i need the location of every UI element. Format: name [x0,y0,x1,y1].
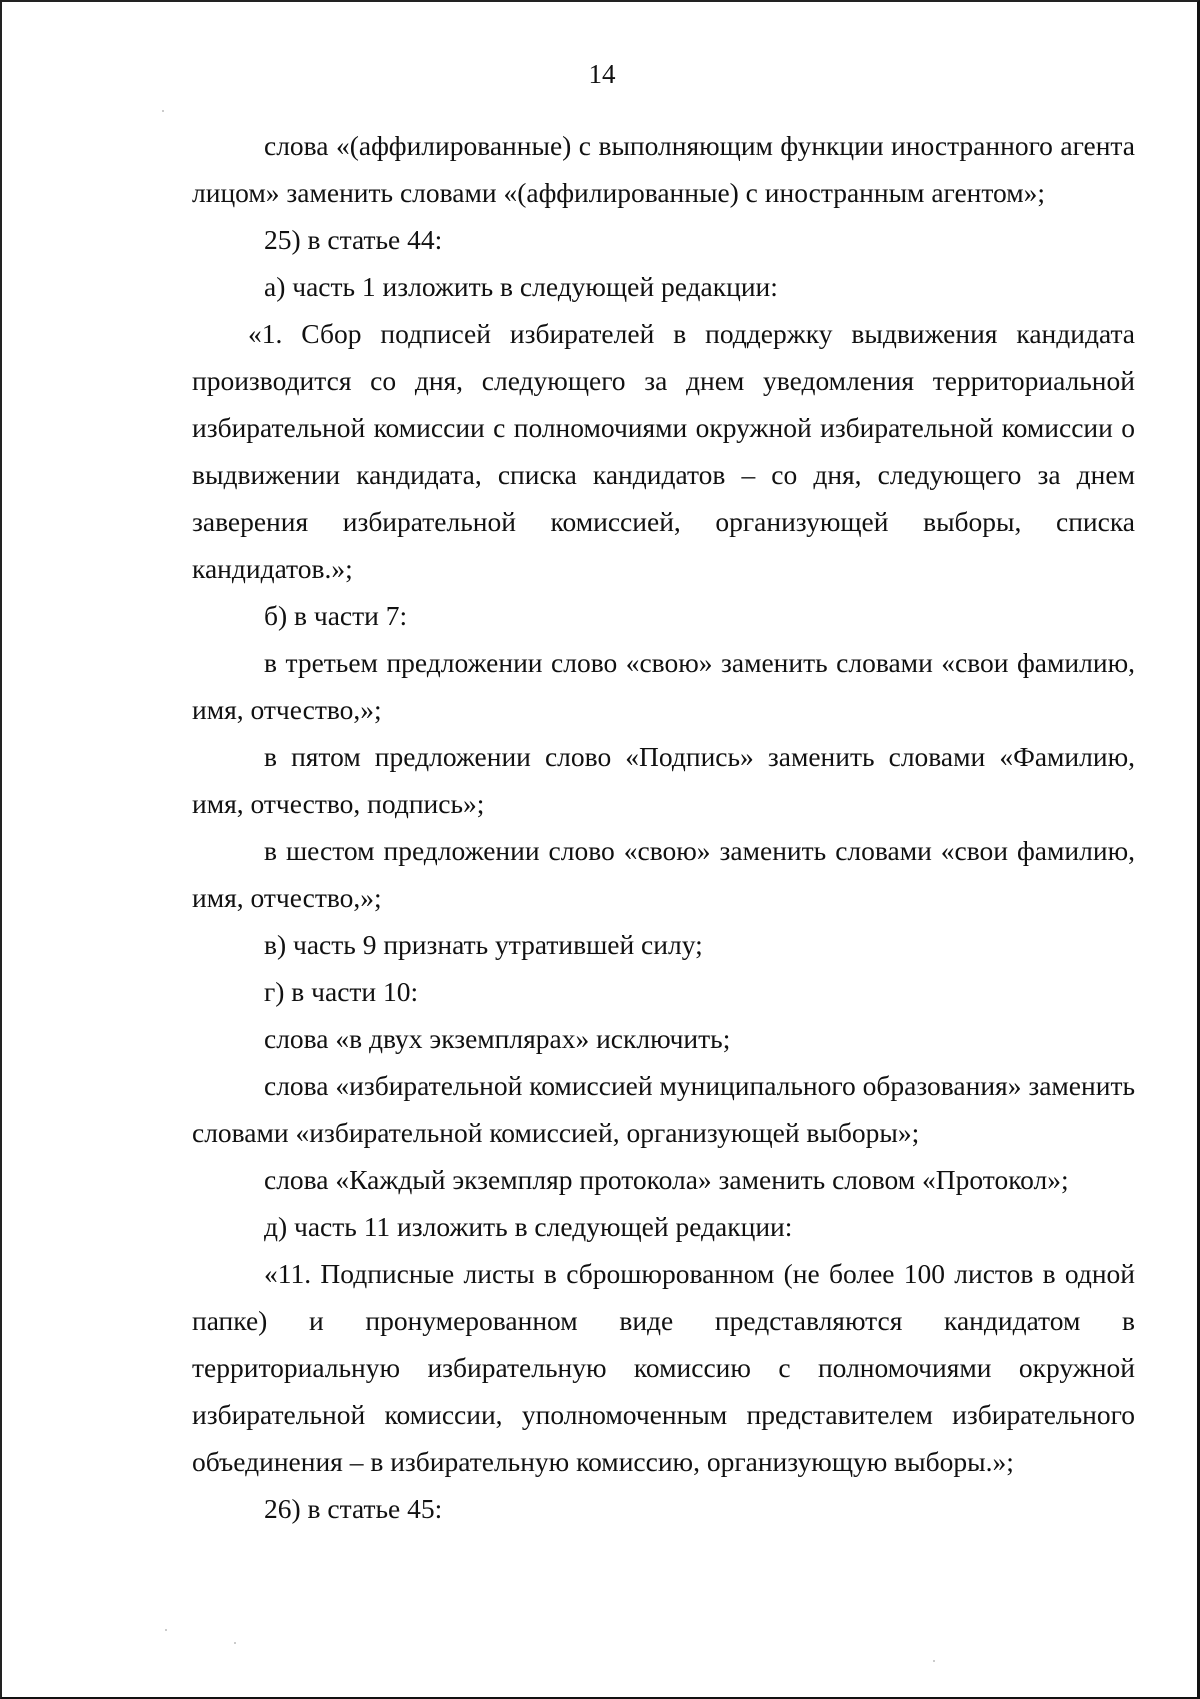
paragraph-part-7-intro: б) в части 7: [264,600,408,631]
scan-speck [165,1629,167,1631]
page-number: 14 [588,59,616,89]
paragraph-part-1-text: «1. Сбор подписей избирателей в поддержку выдвижения кандидата производится со дня, следующего за днем уведомления территориальной избирательной комиссии с полномочиями окружной избирательной комиссии о выдвижении кандидата, списка кандидатов – со дня, следующего за днем заверения избирательной комиссией, организующей выборы, списка кандидатов.»; [192,318,1135,584]
paragraph-article-45-heading: 26) в статье 45: [264,1493,443,1524]
paragraph-municipal-commission: слова «избирательной комиссией муниципального образования» заменить словами «избирательной комиссией, организующей выборы»; [192,1070,1135,1148]
paragraph-sixth-sentence: в шестом предложении слово «свою» заменить словами «свои фамилию, имя, отчество,»; [192,835,1135,913]
paragraph-protocol-copy: слова «Каждый экземпляр протокола» заменить словом «Протокол»; [264,1164,1069,1195]
paragraph-fifth-sentence: в пятом предложении слово «Подпись» заменить словами «Фамилию, имя, отчество, подпись»; [192,741,1135,819]
paragraph-part-9: в) часть 9 признать утратившей силу; [264,929,703,960]
paragraph-two-copies: слова «в двух экземплярах» исключить; [264,1023,731,1054]
scan-speck [234,1642,236,1644]
paragraph-article-44-heading: 25) в статье 44: [264,224,443,255]
paragraph-part-11-text: «11. Подписные листы в сброшюрованном (не более 100 листов в одной папке) и пронумерованном виде представляются кандидатом в территориальную избирательную комиссию с полномочиями окружной избирательной комиссии, уполномоченным представителем избирательного объединения – в избирательную комиссию, организующую выборы.»; [192,1258,1135,1477]
paragraph-part-10-intro: г) в части 10: [264,976,419,1007]
paragraph-third-sentence: в третьем предложении слово «свою» заменить словами «свои фамилию, имя, отчество,»; [192,647,1135,725]
paragraph-part-11-intro: д) часть 11 изложить в следующей редакции: [264,1211,793,1242]
document-body [192,122,1135,1532]
paragraph-affiliated-replacement: слова «(аффилированные) с выполняющим функции иностранного агента лицом» заменить словами «(аффилированные) с иностранным агентом»; [192,130,1135,208]
scan-speck [162,110,164,112]
scan-speck [933,1660,935,1662]
paragraph-part-1-intro: а) часть 1 изложить в следующей редакции: [264,271,778,302]
